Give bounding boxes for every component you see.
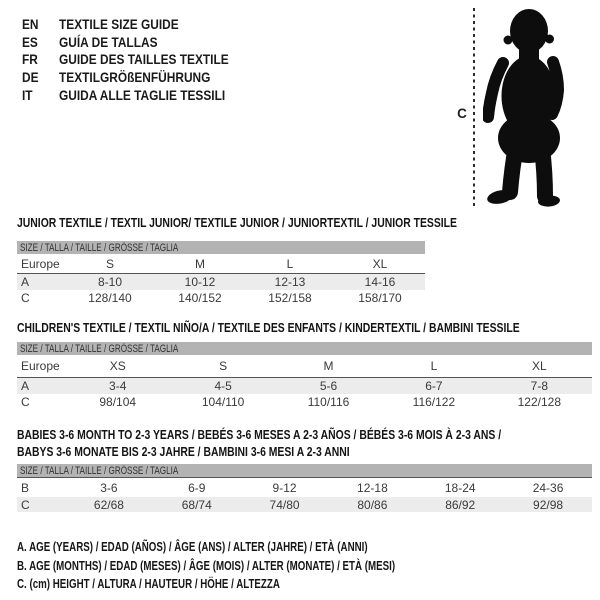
table-row-c: [17, 497, 592, 512]
size-label: XS: [109, 359, 126, 373]
cell-value: 18-24: [444, 480, 476, 495]
babies-table-title: [17, 427, 501, 460]
size-label: S: [219, 359, 228, 373]
language-title-text: GUÍA DE TALLAS: [59, 33, 158, 50]
size-header-bar: [17, 241, 425, 254]
cell-value: 86/92: [445, 497, 476, 512]
language-title: [59, 51, 259, 67]
language-title: [59, 69, 237, 85]
footnote-c: C. (cm) HEIGHT / ALTURA / HAUTEUR / HÖHE / ALTEZZA: [17, 577, 280, 592]
list-item: [22, 50, 259, 68]
size-label: M: [195, 256, 205, 271]
language-title: [59, 34, 175, 50]
row-label: C: [21, 291, 30, 305]
size-label: XL: [531, 359, 547, 373]
language-title-text: GUIDA ALLE TAGLIE TESSILI: [59, 86, 226, 103]
cell-value: 3-4: [109, 379, 127, 393]
cell-value: 74/80: [269, 497, 300, 512]
cell-value: 6-7: [425, 379, 443, 393]
cell-value: 152/158: [268, 291, 312, 305]
size-header-label: SIZE / TALLA / TAILLE / GRÖSSE / TAGLIA: [19, 241, 179, 254]
cell-value: 12-13: [274, 275, 306, 289]
language-title: [59, 16, 200, 32]
cell-value: 5-6: [319, 379, 338, 393]
cell-value: 98/104: [99, 395, 137, 409]
region-label: Europe: [21, 359, 60, 373]
cell-value: 92/98: [533, 497, 564, 512]
region-sizes-row: [17, 254, 425, 273]
table-row-a: [17, 378, 592, 394]
list-item: [22, 15, 259, 33]
cell-value: 80/86: [357, 497, 388, 512]
cell-value: 116/122: [412, 395, 456, 409]
cell-value: 140/152: [178, 291, 222, 305]
babies-size-table: [17, 464, 592, 512]
language-title-text: GUIDE DES TAILLES TEXTILE: [59, 51, 229, 68]
cell-value: 4-5: [214, 379, 232, 393]
language-code: [22, 51, 59, 67]
table-row-c: [17, 394, 592, 410]
language-code: [22, 69, 59, 85]
language-title-text: TEXTILE SIZE GUIDE: [59, 15, 179, 32]
cell-value: 122/128: [517, 395, 562, 409]
cell-value: 14-16: [364, 275, 396, 289]
row-label: A: [21, 379, 30, 393]
size-header-bar: [17, 342, 592, 355]
language-code-text: IT: [22, 86, 33, 103]
cell-value: 7-8: [530, 379, 548, 393]
size-label: L: [430, 359, 438, 373]
cell-value: 62/68: [93, 497, 124, 512]
babies-table-title-line2: BABYS 3-6 MONATE BIS 2-3 JAHRE / BAMBINI 3-6 MESI A 2-3 ANNI: [17, 443, 350, 459]
size-header-label: SIZE / TALLA / TAILLE / GRÖSSE / TAGLIA: [19, 464, 179, 477]
childrens-table-title: CHILDREN'S TEXTILE / TEXTIL NIÑO/A / TEXTILE DES ENFANTS / KINDERTEXTIL / BAMBINI TESSILE: [17, 320, 520, 335]
size-label: XL: [372, 256, 388, 271]
cell-value: 6-9: [188, 480, 206, 495]
list-item: [22, 68, 259, 86]
cell-value: 10-12: [184, 275, 216, 289]
cell-value: 12-18: [357, 480, 388, 495]
size-label: M: [323, 359, 334, 373]
footnote-legend: [17, 538, 502, 594]
list-item: [22, 33, 259, 51]
cell-value: 8-10: [97, 275, 123, 289]
footnote-a: A. AGE (YEARS) / EDAD (AÑOS) / ÂGE (ANS) / ALTER (JAHRE) / ETÀ (ANNI): [17, 540, 368, 554]
language-code-text: EN: [22, 15, 39, 32]
cell-value: 3-6: [100, 480, 118, 495]
babies-table-title-line1: BABIES 3-6 MONTH TO 2-3 YEARS / BEBÉS 3-6 MESES A 2-3 AÑOS / BÉBÉS 3-6 MOIS À 2-3 ANS /: [17, 427, 502, 442]
language-code-text: ES: [22, 33, 38, 50]
footnote-b: B. AGE (MONTHS) / EDAD (MESES) / ÂGE (MOIS) / ALTER (MONATE) / ETÀ (MESI): [17, 558, 396, 573]
height-measure-label: C: [457, 106, 467, 121]
size-header-label: SIZE / TALLA / TAILLE / GRÖSSE / TAGLIA: [19, 342, 179, 355]
cell-value: 68/74: [181, 497, 212, 512]
table-row-a: [17, 274, 425, 290]
language-code: [22, 34, 59, 50]
language-code: [22, 16, 59, 32]
row-label: C: [21, 497, 30, 512]
region-label: Europe: [21, 256, 60, 271]
cell-value: 110/116: [307, 395, 350, 409]
language-code-text: FR: [22, 51, 38, 68]
language-title: [59, 87, 254, 103]
table-row-c: [17, 290, 425, 306]
cell-value: 24-36: [532, 480, 564, 495]
junior-size-table: [17, 241, 425, 306]
language-code: [22, 87, 59, 103]
row-label: A: [21, 275, 30, 289]
list-item: [22, 86, 259, 104]
height-measure-dashed-line: [472, 8, 476, 208]
row-label: B: [21, 480, 30, 495]
size-label: L: [286, 256, 294, 271]
size-header-bar: [17, 464, 592, 477]
table-row-b: [17, 478, 592, 497]
cell-value: 9-12: [272, 480, 297, 495]
cell-value: 104/110: [201, 395, 245, 409]
language-code-text: DE: [22, 68, 39, 85]
cell-value: 158/170: [358, 291, 402, 305]
row-label: C: [21, 395, 30, 409]
language-title-list: [22, 15, 259, 103]
childrens-size-table: [17, 342, 592, 410]
language-title-text: TEXTILGRÖßENFÜHRUNG: [59, 68, 211, 85]
size-label: S: [105, 256, 114, 271]
region-sizes-row: [17, 355, 592, 377]
junior-table-title: JUNIOR TEXTILE / TEXTIL JUNIOR/ TEXTILE JUNIOR / JUNIORTEXTIL / JUNIOR TESSILE: [17, 215, 457, 230]
toddler-silhouette-icon: [483, 8, 571, 208]
cell-value: 128/140: [88, 291, 132, 305]
